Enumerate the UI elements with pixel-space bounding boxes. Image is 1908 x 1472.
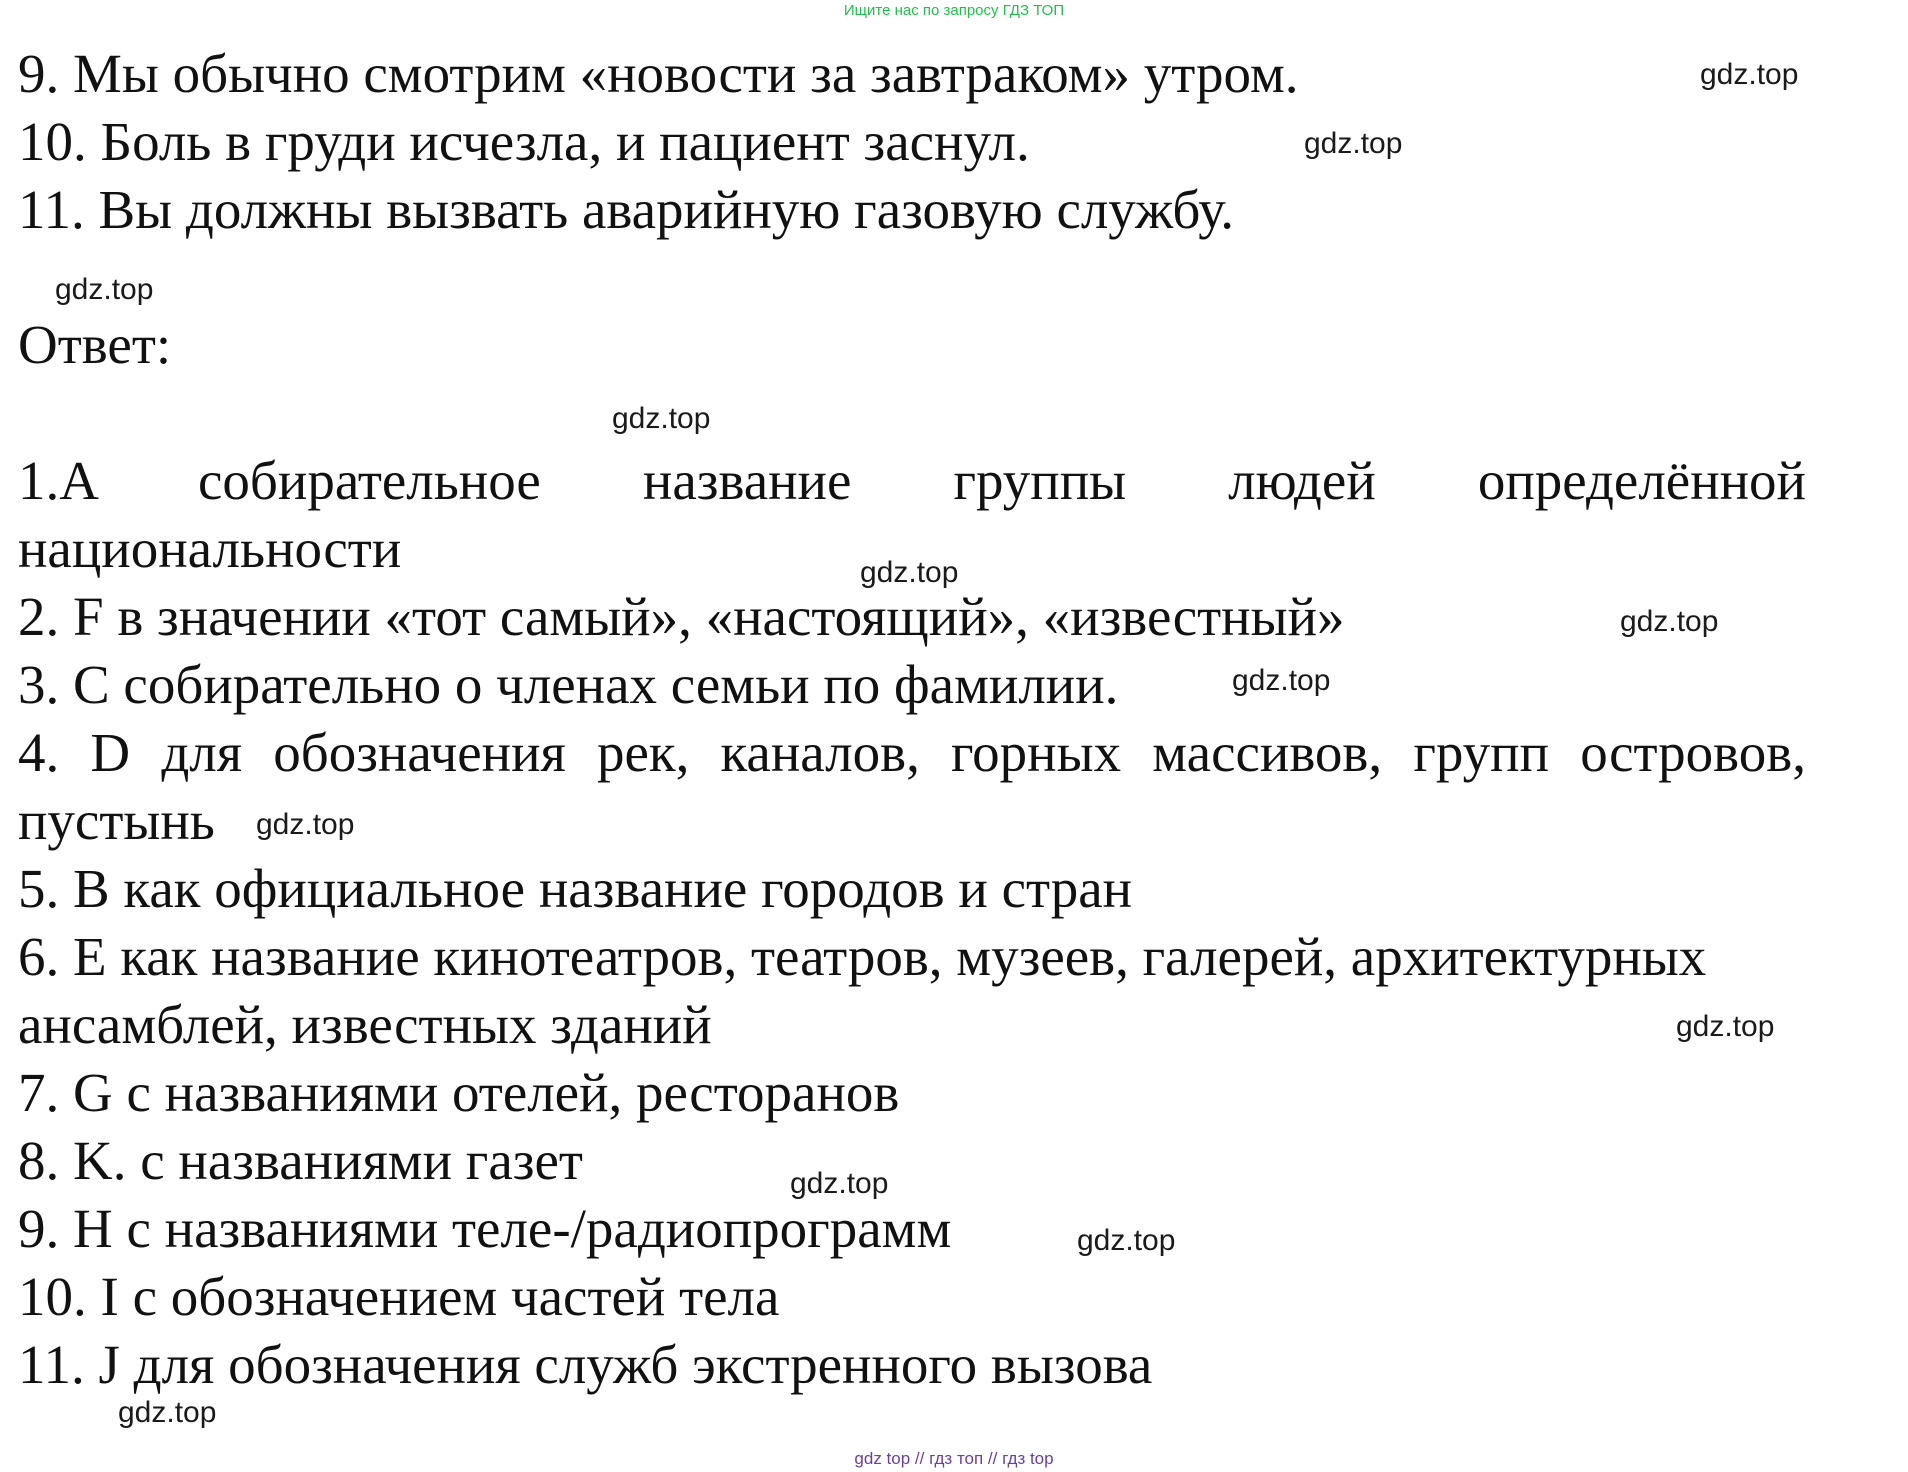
answer-4-line-1: 4. D для обозначения рек, каналов, горных массивов, групп островов, [18, 722, 1806, 783]
answer-2: 2. F в значении «тот самый», «настоящий», «известный» [18, 586, 1345, 647]
watermark: gdz.top [612, 402, 711, 435]
answer-3: 3. C собирательно о членах семьи по фамилии. [18, 654, 1119, 715]
answer-8: 8. K. с названиями газет [18, 1130, 583, 1191]
watermark: gdz.top [256, 808, 355, 841]
watermark: gdz.top [55, 273, 154, 306]
search-banner: Ищите нас по запросу ГДЗ ТОП [843, 2, 1065, 19]
question-10: 10. Боль в груди исчезла, и пациент заснул. [18, 111, 1030, 172]
footer-links: gdz top // гдз топ // гдз top [854, 1449, 1054, 1468]
question-11: 11. Вы должны вызвать аварийную газовую службу. [18, 179, 1234, 240]
watermark: gdz.top [1620, 605, 1719, 638]
watermark: gdz.top [860, 556, 959, 589]
watermark: gdz.top [1676, 1010, 1775, 1043]
answer-1-line-1: 1.A собирательное название группы людей определённой [18, 450, 1806, 511]
answer-1-line-2: национальности [18, 518, 402, 579]
answer-6-line-2: ансамблей, известных зданий [18, 994, 712, 1055]
watermark: gdz.top [1232, 664, 1331, 697]
answer-10: 10. I с обозначением частей тела [18, 1266, 780, 1327]
watermark: gdz.top [1077, 1224, 1176, 1257]
answer-11: 11. J для обозначения служб экстренного вызова [18, 1334, 1153, 1395]
watermark: gdz.top [790, 1167, 889, 1200]
answer-5: 5. B как официальное название городов и стран [18, 858, 1133, 919]
answer-6-line-1: 6. E как название кинотеатров, театров, музеев, галерей, архитектурных [18, 926, 1707, 987]
watermark: gdz.top [1700, 58, 1799, 91]
question-9: 9. Мы обычно смотрим «новости за завтраком» утром. [18, 43, 1299, 104]
answer-9: 9. H с названиями теле-/радиопрограмм [18, 1198, 952, 1259]
watermark: gdz.top [118, 1396, 217, 1429]
answer-7: 7. G с названиями отелей, ресторанов [18, 1062, 900, 1123]
answer-4-line-2: пустынь [18, 790, 215, 851]
watermark: gdz.top [1304, 127, 1403, 160]
answer-heading: Ответ: [18, 314, 172, 375]
